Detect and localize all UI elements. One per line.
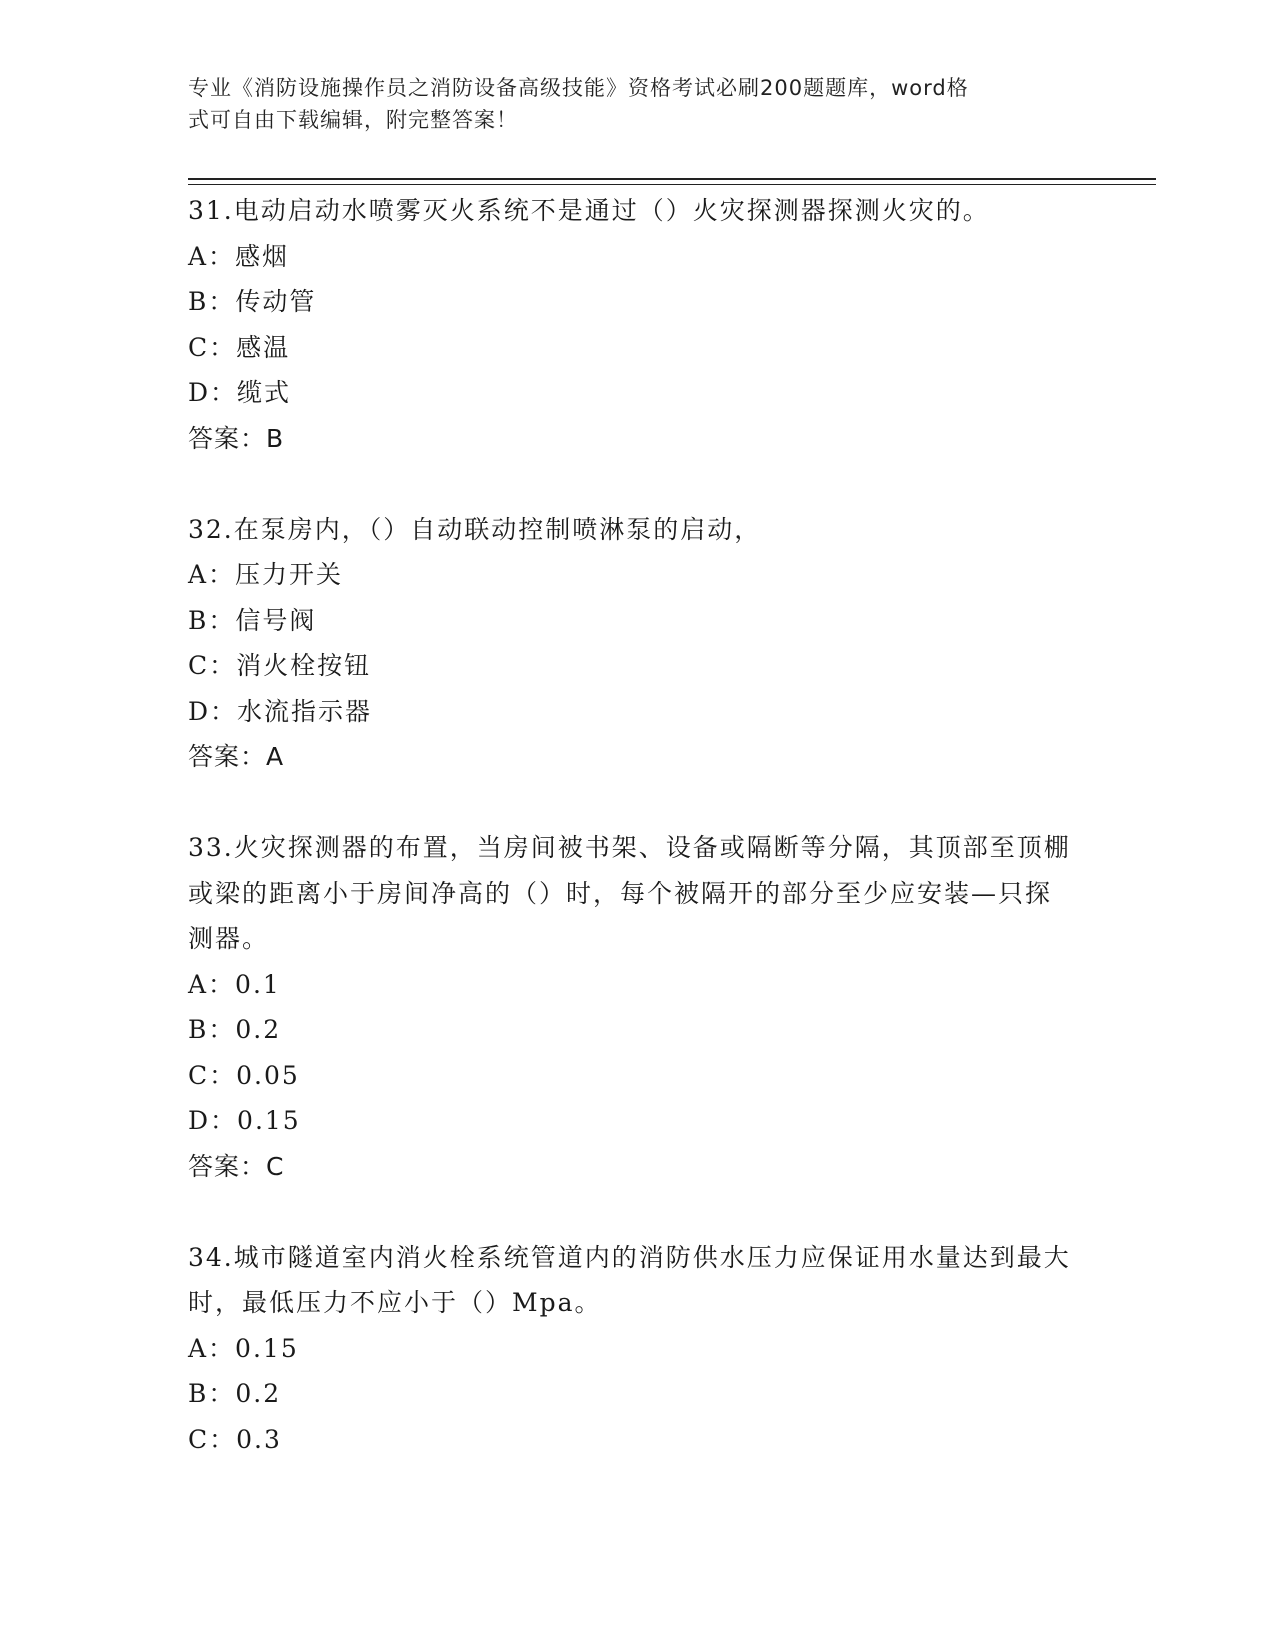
- option-a: A：0.1: [188, 969, 281, 999]
- answer-label: 答案：C: [188, 1151, 285, 1181]
- option-b: B：传动管: [188, 287, 317, 316]
- question-31: [188, 188, 1078, 461]
- document-header: [188, 72, 1068, 136]
- option-a: A：0.15: [188, 1333, 299, 1363]
- header-line-1: 专业《消防设施操作员之消防设备高级技能》资格考试必刷200题题库，word格: [188, 76, 969, 100]
- question-33: [188, 825, 1078, 1189]
- option-d: D：0.15: [188, 1106, 301, 1135]
- header-line-2: 式可自由下载编辑，附完整答案！: [188, 108, 518, 132]
- option-a: A：感烟: [188, 241, 290, 271]
- question-stem: 32.在泵房内，（）自动联动控制喷淋泵的启动，: [188, 514, 762, 544]
- answer-label: 答案：A: [188, 742, 285, 771]
- option-b: B：0.2: [188, 1015, 282, 1044]
- option-c: C：0.3: [188, 1424, 282, 1454]
- question-34: [188, 1235, 1078, 1463]
- question-stem: 34.城市隧道室内消火栓系统管道内的消防供水压力应保证用水量达到最大时，最低压力不应小于（）Mpa。: [188, 1242, 1071, 1317]
- option-c: C：0.05: [188, 1060, 300, 1090]
- question-list: [188, 188, 1078, 1462]
- question-32: [188, 507, 1078, 780]
- header-divider-thick: [188, 178, 1156, 180]
- option-c: C：感温: [188, 332, 291, 362]
- option-c: C：消火栓按钮: [188, 651, 372, 680]
- question-stem: 31.电动启动水喷雾灭火系统不是通过（）火灾探测器探测火灾的。: [188, 196, 990, 225]
- answer-label: 答案：B: [188, 423, 285, 453]
- header-divider-thin: [188, 184, 1156, 185]
- option-d: D：水流指示器: [188, 696, 373, 726]
- option-b: B：0.2: [188, 1379, 282, 1408]
- option-d: D：缆式: [188, 378, 292, 407]
- option-b: B：信号阀: [188, 605, 317, 635]
- question-stem: 33.火灾探测器的布置，当房间被书架、设备或隔断等分隔，其顶部至顶棚或梁的距离小于房间净高的（）时，每个被隔开的部分至少应安装—只探测器。: [188, 833, 1071, 953]
- option-a: A：压力开关: [188, 560, 344, 589]
